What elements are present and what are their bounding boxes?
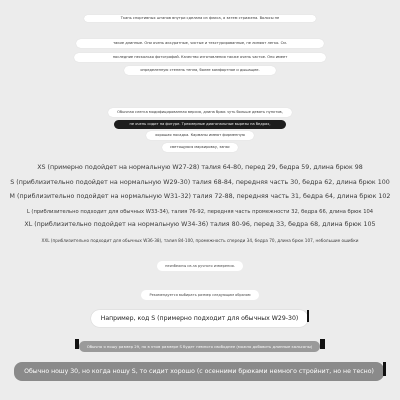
fit-line-1: Обычная слегка модифицированная версия, длина брюк чуть больше девять пунктов, xyxy=(108,108,292,117)
gray-note: Обычно я ношу размер 29, но в этом размере S будет немного свободнее (можно добавить длинные кальсоны) xyxy=(79,341,320,352)
fit-line-2: не очень сидит на фигуре. Трехмерные диагональные вырезы на бедрах, xyxy=(114,120,286,129)
size-xs: XS (примерно подойдет на нормальную W27-28) талия 64-80, перед 29, бедра 59, длина брюк 98 xyxy=(37,164,363,171)
description-line-3: последние несколько фотографий. Качество изготовления также очень частое. Оно имеет xyxy=(74,53,326,62)
size-m: M (приблизительно подойдет на нормальную W31-32) талия 72-88, передняя часть 31, бедра 64, длина брюк 102 xyxy=(9,193,391,200)
description-line-4: определенную степень тепла, более комфортное и дышащее. xyxy=(124,66,276,75)
size-note: неизбежны из-за ручного измерения. xyxy=(157,261,243,271)
final-bar xyxy=(383,362,386,376)
description-line-1: Ткань спортивных штанов внутри сделана из флиса, а затем стрижена. Волосы не xyxy=(84,15,316,22)
final-note: Обычно ношу 30, но когда ношу S, то сидит хорошо (с осенними брюками немного стройнит, но не тесно) xyxy=(14,362,384,381)
size-s: S (приблизительно подойдет на нормальную W29-30) талия 68-84, передняя часть 30, бедра 62, длина брюк 100 xyxy=(10,179,390,186)
fit-line-4: светящуюся маркировку, запас xyxy=(162,143,238,152)
cursor-bar xyxy=(307,310,309,322)
size-xxl: XXL (приблизительно подходит для обычных W36-38), талия 84-100, промежность спереди 34, бедра 70, длина брюк 107, небольшие ошибки xyxy=(41,238,359,243)
description-line-2: такие длинные. Они очень аккуратные, чистые и текстурированные, не линяют легко. См. xyxy=(76,39,324,48)
right-bar xyxy=(320,339,325,349)
size-xl: XL (приблизительно подойдет на нормальную W34-36) талия 80-96, перед 33, бедра 68, длина брюк 105 xyxy=(24,221,376,228)
size-l: L (приблизительно подходит для обычных W33-34), талия 76-92, передняя часть промежности 32, бедра 66, длина брюк 104 xyxy=(26,209,374,215)
description-block xyxy=(0,15,400,22)
recommendation-pill: Рекомендуется выбирать размер следующим образом xyxy=(141,290,258,300)
example-pill: Например, код S (примерно подходит для обычных W29-30) xyxy=(91,310,309,327)
fit-line-3: хорошая посадка. Карманы имеют фирменную xyxy=(146,131,254,140)
